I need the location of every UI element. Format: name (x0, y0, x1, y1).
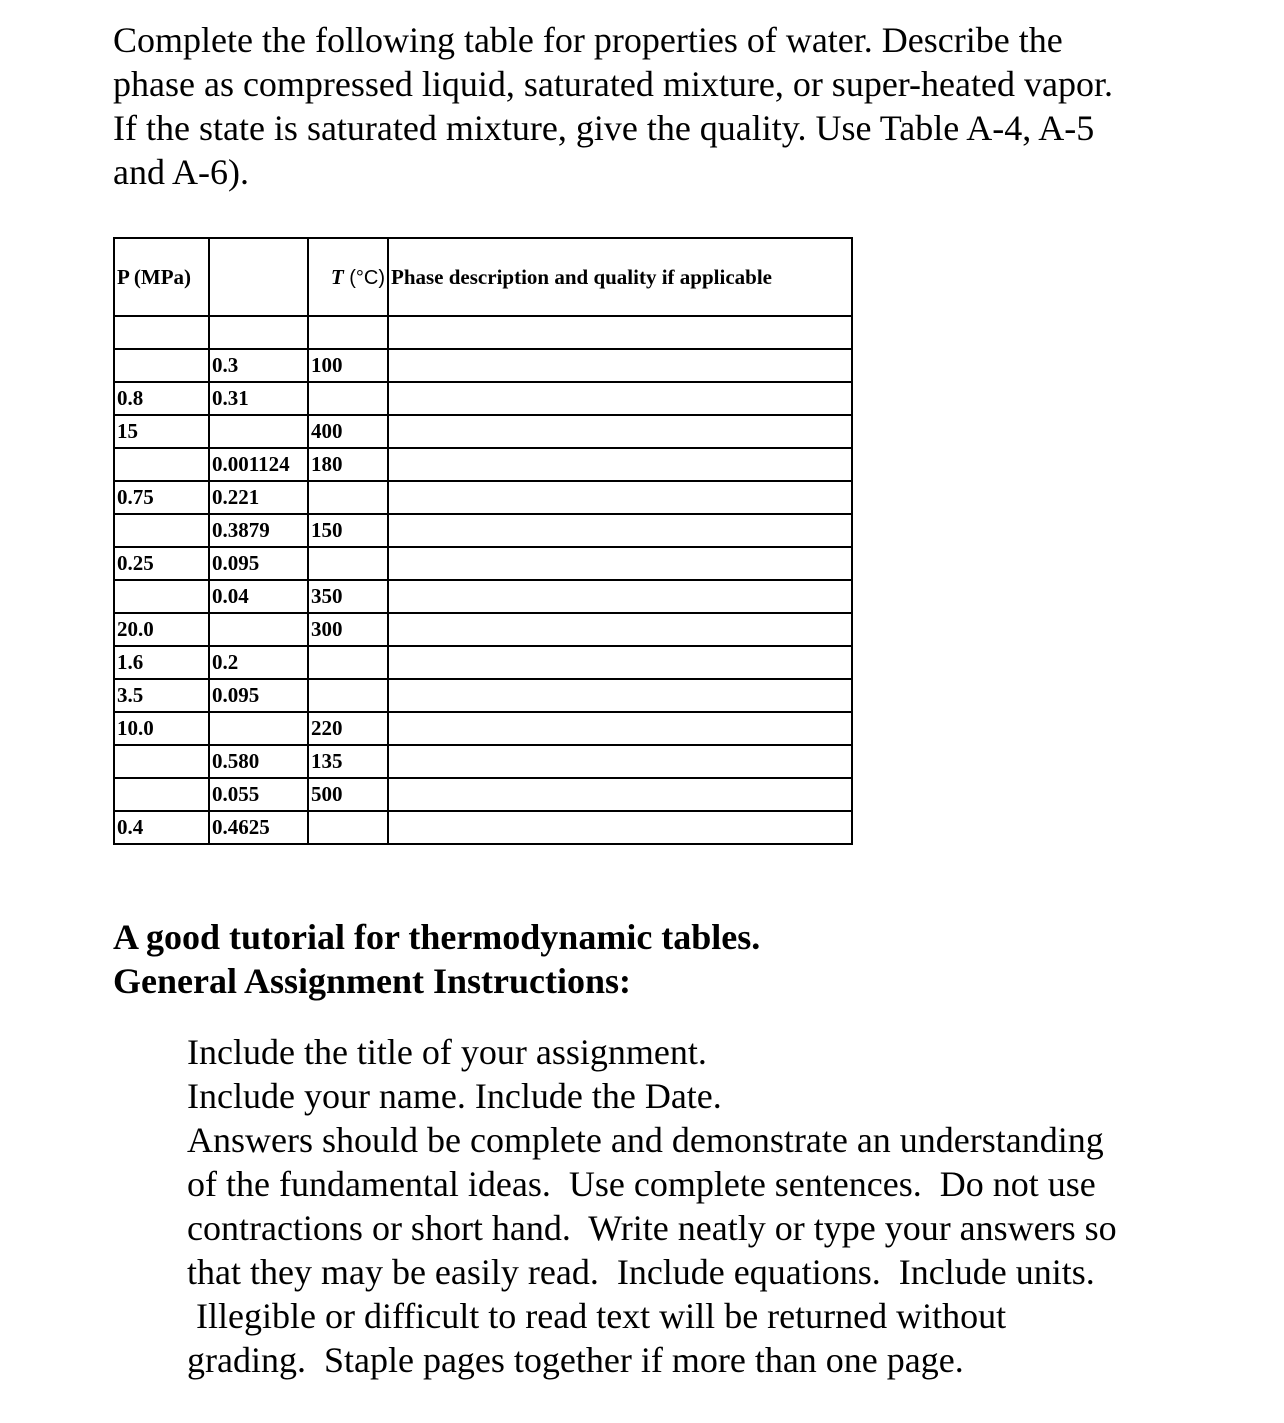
cell-temperature: 350 (308, 580, 388, 613)
cell-phase-description[interactable] (388, 448, 852, 481)
cell-phase-description[interactable] (388, 481, 852, 514)
cell-pressure: 20.0 (114, 613, 209, 646)
tutorial-heading (113, 915, 760, 1003)
cell-temperature (308, 547, 388, 580)
cell-pressure (114, 349, 209, 382)
problem-line-4: and A-6). (113, 152, 249, 192)
cell-pressure: 3.5 (114, 679, 209, 712)
cell-specific-volume (209, 415, 308, 448)
cell-temperature: 150 (308, 514, 388, 547)
cell-phase-description[interactable] (388, 712, 852, 745)
tutorial-link-text[interactable]: A good tutorial for thermodynamic tables. (113, 917, 761, 957)
cell-temperature (308, 382, 388, 415)
table-row (114, 481, 852, 514)
table-row (114, 349, 852, 382)
problem-line-2: phase as compressed liquid, saturated mixture, or super-heated vapor. (113, 64, 1113, 104)
temperature-unit: (°C) (343, 266, 385, 289)
table-row (114, 679, 852, 712)
cell-phase-description[interactable] (388, 580, 852, 613)
table-row (114, 448, 852, 481)
cell-phase-description[interactable] (388, 811, 852, 844)
spacer-cell (388, 316, 852, 349)
instructions-heading: General Assignment Instructions: (113, 961, 632, 1001)
header-specific-volume (209, 238, 308, 316)
instruction-line-5: contractions or short hand. Write neatly or type your answers so (187, 1208, 1117, 1248)
cell-pressure: 0.25 (114, 547, 209, 580)
cell-specific-volume: 0.3 (209, 349, 308, 382)
cell-phase-description[interactable] (388, 646, 852, 679)
header-pressure: P (MPa) (114, 238, 209, 316)
cell-specific-volume: 0.221 (209, 481, 308, 514)
header-temperature (308, 238, 388, 316)
cell-phase-description[interactable] (388, 415, 852, 448)
cell-temperature: 220 (308, 712, 388, 745)
cell-pressure (114, 514, 209, 547)
cell-temperature (308, 646, 388, 679)
table-row (114, 778, 852, 811)
instruction-line-4: of the fundamental ideas. Use complete sentences. Do not use (187, 1164, 1096, 1204)
cell-phase-description[interactable] (388, 382, 852, 415)
cell-temperature (308, 679, 388, 712)
spacer-cell (114, 316, 209, 349)
cell-specific-volume: 0.3879 (209, 514, 308, 547)
cell-pressure: 1.6 (114, 646, 209, 679)
cell-phase-description[interactable] (388, 349, 852, 382)
cell-specific-volume: 0.31 (209, 382, 308, 415)
cell-specific-volume: 0.095 (209, 679, 308, 712)
instruction-line-8: grading. Staple pages together if more than one page. (187, 1340, 964, 1380)
cell-temperature: 400 (308, 415, 388, 448)
table-row (114, 415, 852, 448)
instruction-line-3: Answers should be complete and demonstrate an understanding (187, 1120, 1104, 1160)
cell-pressure (114, 778, 209, 811)
instruction-line-7: Illegible or difficult to read text will be returned without (187, 1296, 1007, 1336)
temperature-symbol: T (330, 264, 344, 289)
cell-specific-volume: 0.055 (209, 778, 308, 811)
table-row (114, 613, 852, 646)
cell-phase-description[interactable] (388, 547, 852, 580)
cell-specific-volume: 0.580 (209, 745, 308, 778)
cell-temperature (308, 811, 388, 844)
problem-line-1: Complete the following table for properties of water. Describe the (113, 20, 1063, 60)
table-spacer-row (114, 316, 852, 349)
table-row (114, 580, 852, 613)
cell-specific-volume: 0.4625 (209, 811, 308, 844)
problem-statement (113, 18, 1213, 194)
cell-pressure (114, 448, 209, 481)
header-phase-description: Phase description and quality if applicable (388, 238, 852, 316)
instruction-line-2: Include your name. Include the Date. (187, 1076, 722, 1116)
cell-temperature: 180 (308, 448, 388, 481)
table-row (114, 382, 852, 415)
instruction-line-1: Include the title of your assignment. (187, 1032, 707, 1072)
table-row (114, 811, 852, 844)
cell-pressure: 15 (114, 415, 209, 448)
cell-specific-volume: 0.095 (209, 547, 308, 580)
cell-pressure (114, 580, 209, 613)
cell-phase-description[interactable] (388, 778, 852, 811)
table-header-row (114, 238, 852, 316)
cell-pressure: 0.4 (114, 811, 209, 844)
spacer-cell (209, 316, 308, 349)
cell-pressure (114, 745, 209, 778)
cell-specific-volume: 0.2 (209, 646, 308, 679)
cell-phase-description[interactable] (388, 745, 852, 778)
cell-temperature (308, 481, 388, 514)
cell-specific-volume: 0.001124 (209, 448, 308, 481)
cell-specific-volume (209, 613, 308, 646)
cell-specific-volume: 0.04 (209, 580, 308, 613)
cell-phase-description[interactable] (388, 514, 852, 547)
cell-phase-description[interactable] (388, 679, 852, 712)
instruction-line-6: that they may be easily read. Include equations. Include units. (187, 1252, 1095, 1292)
cell-specific-volume (209, 712, 308, 745)
cell-temperature: 500 (308, 778, 388, 811)
table-row (114, 712, 852, 745)
cell-pressure: 10.0 (114, 712, 209, 745)
spacer-cell (308, 316, 388, 349)
cell-phase-description[interactable] (388, 613, 852, 646)
cell-temperature: 100 (308, 349, 388, 382)
table-row (114, 745, 852, 778)
assignment-instructions (187, 1030, 1187, 1382)
cell-pressure: 0.75 (114, 481, 209, 514)
table-row (114, 514, 852, 547)
problem-line-3: If the state is saturated mixture, give the quality. Use Table A-4, A-5 (113, 108, 1095, 148)
cell-temperature: 135 (308, 745, 388, 778)
table-row (114, 646, 852, 679)
cell-temperature: 300 (308, 613, 388, 646)
table-body (114, 316, 852, 844)
table-row (114, 547, 852, 580)
water-properties-table (113, 237, 853, 845)
cell-pressure: 0.8 (114, 382, 209, 415)
